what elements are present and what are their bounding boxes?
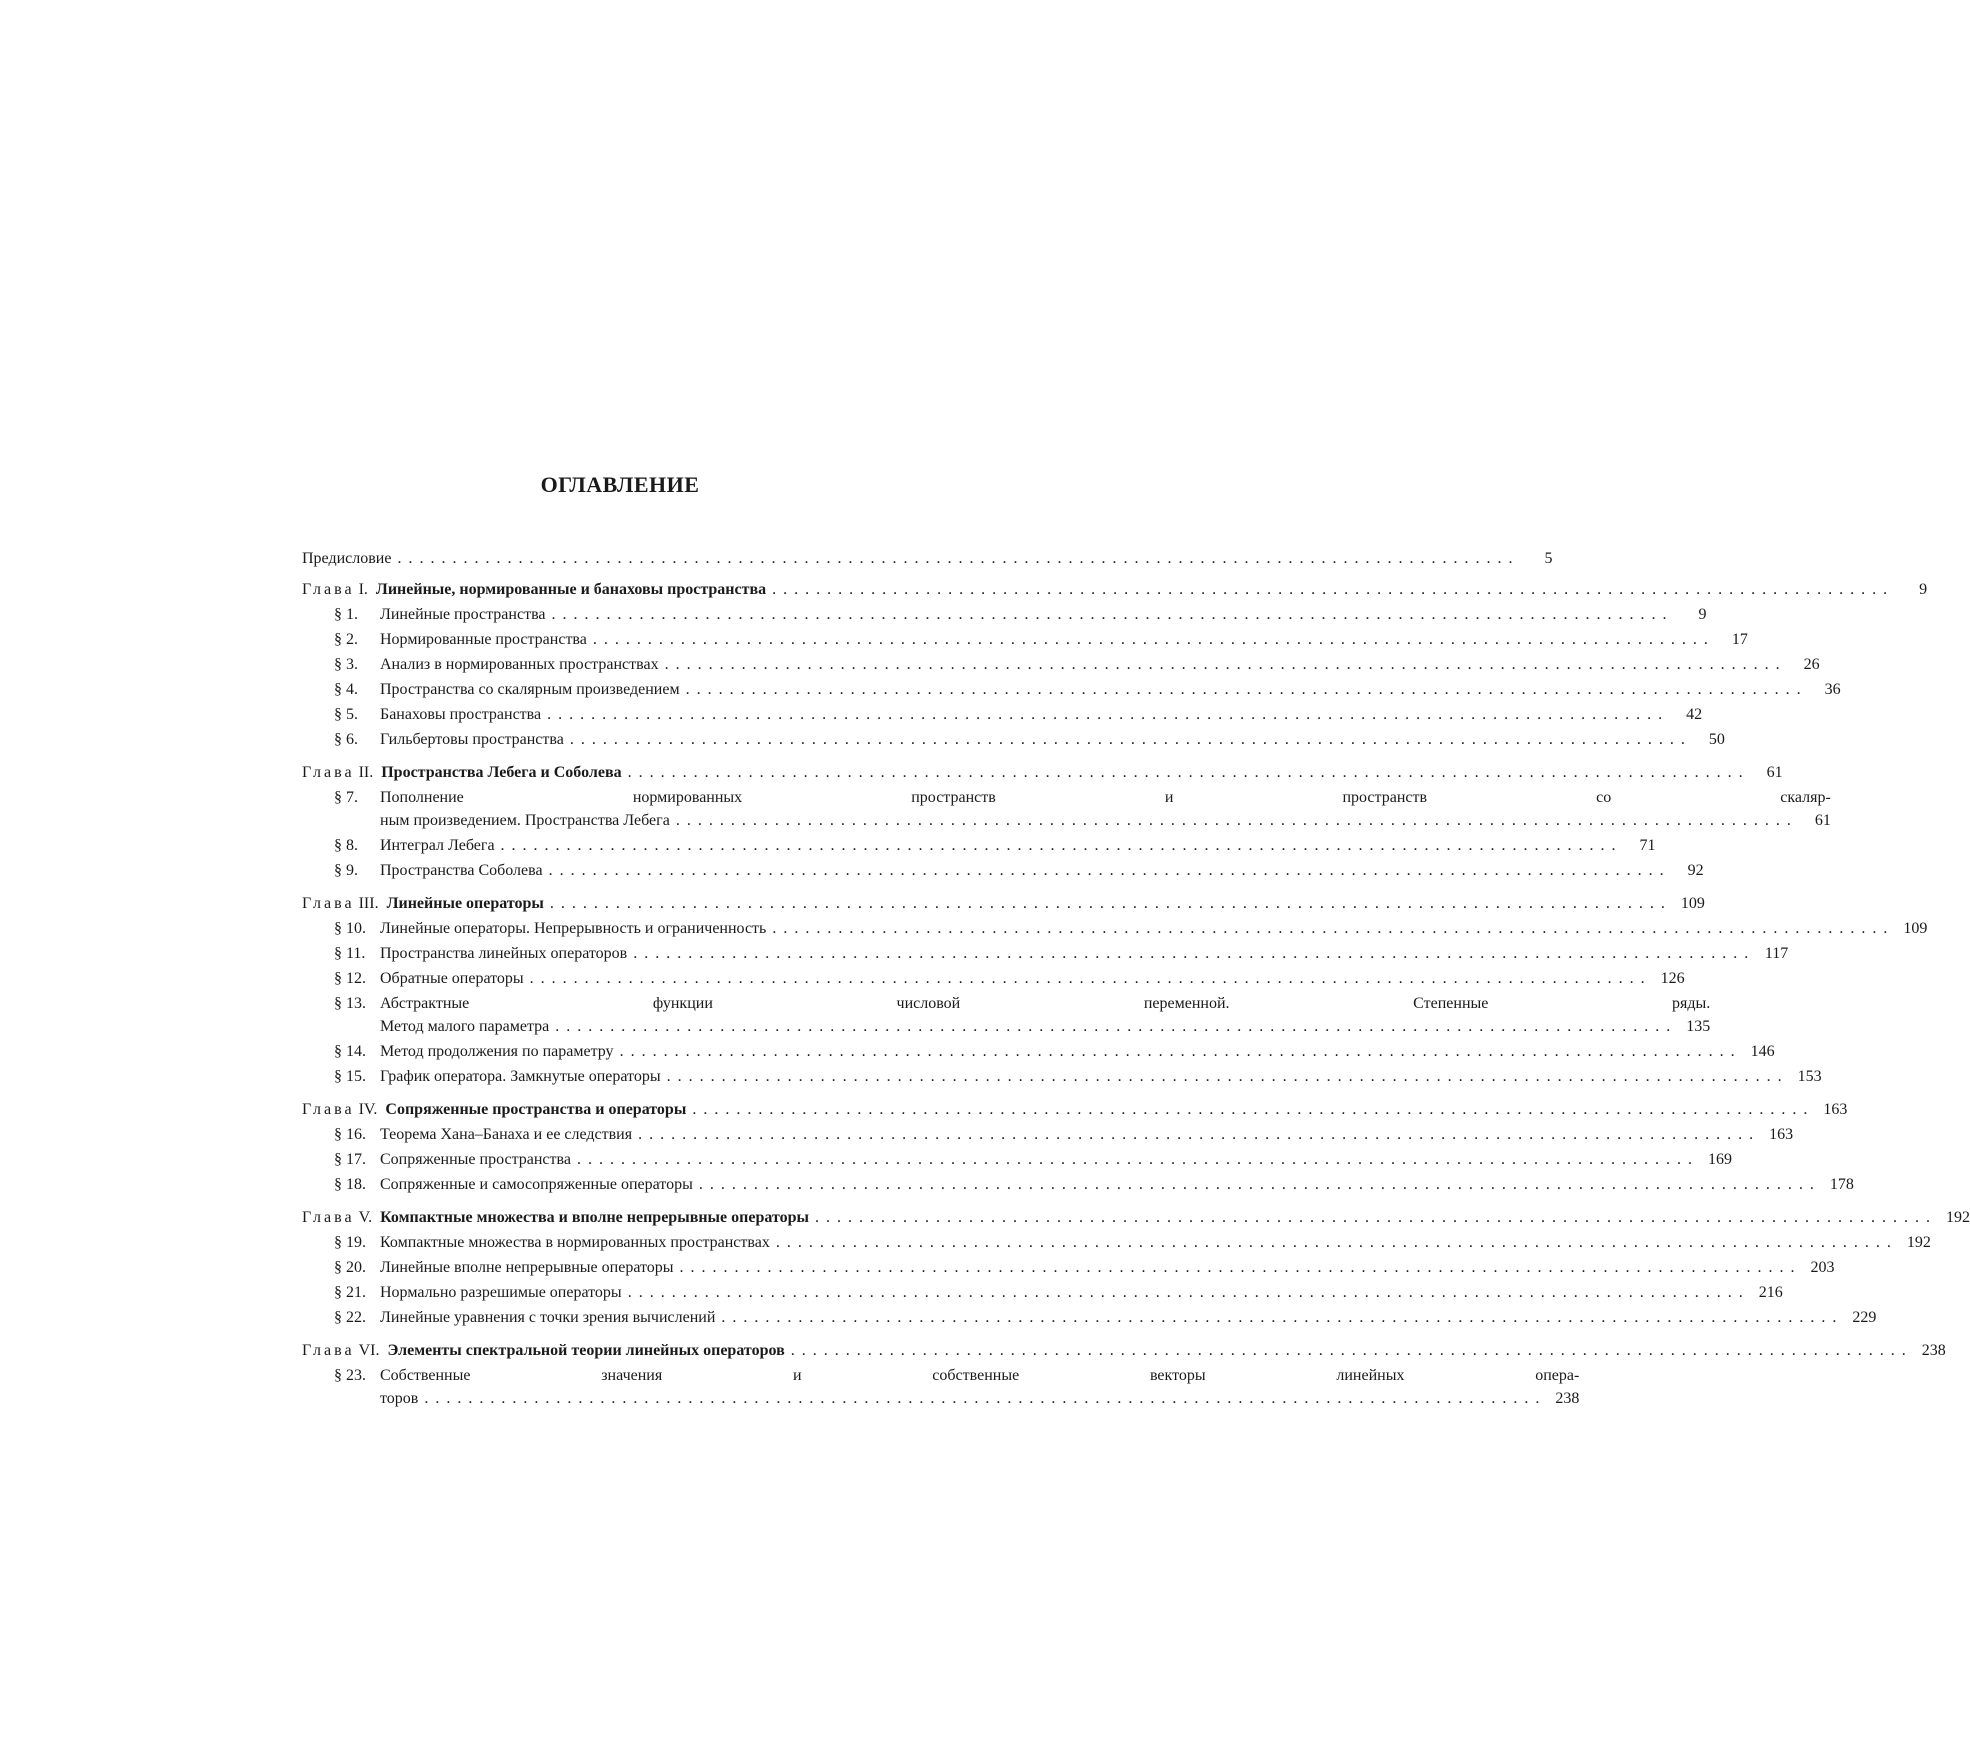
section-page: 135: [1686, 1018, 1711, 1035]
chapter-number: V.: [358, 1209, 373, 1226]
section-entry: [302, 941, 1789, 966]
section-number: § 18.: [334, 1176, 366, 1193]
section-number: § 22.: [334, 1309, 366, 1326]
section-number: § 15.: [334, 1068, 366, 1085]
section-title: Нормированные пространства: [380, 631, 587, 648]
section-title-line1: Абстрактные функции числовой переменной. Степенные ряды.: [380, 995, 1711, 1012]
section-entry: [302, 627, 1748, 652]
chapter-word: Глава: [302, 581, 355, 598]
leader-dots: [564, 727, 1685, 752]
leader-dots: [686, 1097, 1807, 1122]
leader-dots: [543, 858, 1664, 883]
chapter-heading: [302, 760, 622, 785]
section-title: Пространства линейных операторов: [380, 945, 628, 962]
leader-dots: [661, 1064, 1782, 1089]
chapter-number: III.: [358, 895, 379, 912]
section-page: 36: [1824, 681, 1841, 698]
leader-dots: [627, 941, 1748, 966]
leader-dots: [571, 1147, 1692, 1172]
section-page: 42: [1686, 706, 1703, 723]
section-page: 109: [1903, 920, 1928, 937]
section-entry: [302, 1172, 1854, 1197]
section-entry: [302, 652, 1820, 677]
section-title: Пространства со скалярным произведением: [380, 681, 680, 698]
chapter-entry: [302, 891, 1705, 916]
section-entry: [302, 702, 1703, 727]
section-number: § 19.: [334, 1234, 366, 1251]
leader-dots: [632, 1122, 1753, 1147]
section-page: 216: [1758, 1284, 1783, 1301]
chapter-page: 9: [1919, 581, 1928, 598]
leader-dots: [541, 702, 1662, 727]
chapter-entry: [302, 577, 1928, 602]
section-number: § 4.: [334, 681, 358, 698]
leader-dots: [809, 1205, 1930, 1230]
section-number: § 16.: [334, 1126, 366, 1143]
chapter-number: I.: [358, 581, 368, 598]
section-page: 126: [1660, 970, 1685, 987]
section-page: 203: [1810, 1259, 1835, 1276]
leader-dots: [693, 1172, 1814, 1197]
leader-dots: [587, 627, 1708, 652]
section-number: § 11.: [334, 945, 366, 962]
section-number: § 21.: [334, 1284, 366, 1301]
section-title: торов: [380, 1390, 419, 1407]
leader-dots: [495, 833, 1616, 858]
section-number: § 5.: [334, 706, 358, 723]
section-entry: [302, 785, 1831, 833]
section-entry: [302, 1230, 1931, 1255]
preface-entry: [302, 546, 1553, 571]
leader-dots: [770, 1230, 1891, 1255]
chapter-page: 61: [1766, 764, 1783, 781]
section-title: Линейные операторы. Непрерывность и ограниченность: [380, 920, 767, 937]
leader-dots: [766, 916, 1887, 941]
chapter-page: 109: [1680, 895, 1705, 912]
leader-dots: [680, 677, 1801, 702]
section-number: § 14.: [334, 1043, 366, 1060]
section-title: ным произведением. Пространства Лебега: [380, 812, 670, 829]
section-page: 9: [1698, 606, 1707, 623]
section-page: 146: [1750, 1043, 1775, 1060]
section-title-line1: Собственные значения и собственные векторы линейных опера-: [380, 1367, 1580, 1384]
section-page: 153: [1797, 1068, 1822, 1085]
chapter-heading: [302, 577, 766, 602]
section-number: § 23.: [334, 1367, 366, 1384]
section-page: 229: [1852, 1309, 1877, 1326]
section-title: Линейные уравнения с точки зрения вычислений: [380, 1309, 716, 1326]
section-title: Интеграл Лебега: [380, 837, 495, 854]
chapter-word: Глава: [302, 764, 355, 781]
chapter-word: Глава: [302, 1342, 355, 1359]
chapter-heading: [302, 1205, 809, 1230]
chapter-word: Глава: [302, 895, 355, 912]
section-title: Метод продолжения по параметру: [380, 1043, 614, 1060]
chapter-heading: [302, 1338, 785, 1363]
section-entry: [302, 858, 1704, 883]
leader-dots: [546, 602, 1667, 627]
section-entry: [302, 602, 1707, 627]
section-page: 238: [1555, 1390, 1580, 1407]
leader-dots: [766, 577, 1887, 602]
leader-dots: [614, 1039, 1735, 1064]
leader-dots: [622, 1280, 1743, 1305]
section-title: Линейные пространства: [380, 606, 546, 623]
leader-dots: [674, 1255, 1795, 1280]
section-title: Обратные операторы: [380, 970, 524, 987]
chapter-title: Элементы спектральной теории линейных операторов: [387, 1342, 785, 1359]
section-entry: [302, 1280, 1783, 1305]
chapter-title: Линейные операторы: [386, 895, 544, 912]
leader-dots: [418, 1386, 1539, 1411]
leader-dots: [670, 808, 1791, 833]
chapter-title: Компактные множества и вполне непрерывные операторы: [380, 1209, 809, 1226]
leader-dots: [524, 966, 1645, 991]
section-page: 26: [1803, 656, 1820, 673]
section-number: § 3.: [334, 656, 358, 673]
section-title: Анализ в нормированных пространствах: [380, 656, 659, 673]
section-entry: [302, 1039, 1775, 1064]
section-title: Банаховы пространства: [380, 706, 542, 723]
section-number: § 1.: [334, 606, 358, 623]
section-page: 61: [1814, 812, 1831, 829]
chapter-entry: [302, 1097, 1848, 1122]
section-number: § 10.: [334, 920, 366, 937]
leader-dots: [715, 1305, 1836, 1330]
leader-dots: [785, 1338, 1906, 1363]
section-number: § 2.: [334, 631, 358, 648]
section-entry: [302, 1363, 1580, 1411]
chapter-number: II.: [358, 764, 374, 781]
section-title: Нормально разрешимые операторы: [380, 1284, 622, 1301]
preface-label: Предисловие: [302, 550, 392, 567]
chapter-page: 163: [1823, 1101, 1848, 1118]
section-title: Пространства Соболева: [380, 862, 543, 879]
leader-dots: [544, 891, 1665, 916]
section-page: 92: [1687, 862, 1704, 879]
section-title: Теорема Хана–Банаха и ее следствия: [380, 1126, 633, 1143]
section-title: Линейные вполне непрерывные операторы: [380, 1259, 674, 1276]
chapter-heading: [302, 891, 544, 916]
section-number: § 9.: [334, 862, 358, 879]
section-number: § 12.: [334, 970, 366, 987]
section-title-line1: Пополнение нормированных пространств и пространств со скаляр-: [380, 789, 1831, 806]
chapter-entry: [302, 760, 1783, 785]
section-entry: [302, 677, 1841, 702]
section-number: § 6.: [334, 731, 358, 748]
section-entry: [302, 991, 1711, 1039]
section-entry: [302, 833, 1656, 858]
table-of-contents: [302, 546, 1970, 1411]
section-page: 163: [1769, 1126, 1794, 1143]
section-title: Гильбертовы пространства: [380, 731, 564, 748]
chapter-title: Пространства Лебега и Соболева: [381, 764, 622, 781]
section-page: 17: [1731, 631, 1748, 648]
section-number: § 17.: [334, 1151, 366, 1168]
section-entry: [302, 1147, 1732, 1172]
section-entry: [302, 916, 1928, 941]
chapter-word: Глава: [302, 1209, 355, 1226]
leader-dots: [549, 1014, 1670, 1039]
leader-dots: [622, 760, 1743, 785]
section-entry: [302, 966, 1685, 991]
chapter-entry: [302, 1338, 1946, 1363]
section-page: 71: [1639, 837, 1656, 854]
chapter-entry: [302, 1205, 1970, 1230]
section-title: Метод малого параметра: [380, 1018, 550, 1035]
section-title: Сопряженные пространства: [380, 1151, 571, 1168]
section-number: § 7.: [334, 789, 358, 806]
section-entry: [302, 1305, 1877, 1330]
section-entry: [302, 727, 1725, 752]
chapter-number: VI.: [358, 1342, 380, 1359]
page-title: ОГЛАВЛЕНИЕ: [540, 472, 700, 497]
section-page: 169: [1707, 1151, 1732, 1168]
section-page: 50: [1708, 731, 1725, 748]
section-title: Компактные множества в нормированных пространствах: [380, 1234, 770, 1251]
preface-page: 5: [1544, 550, 1553, 567]
section-entry: [302, 1122, 1794, 1147]
section-number: § 20.: [334, 1259, 366, 1276]
chapter-title: Сопряженные пространства и операторы: [385, 1101, 687, 1118]
section-page: 117: [1764, 945, 1789, 962]
chapter-heading: [302, 1097, 686, 1122]
leader-dots: [391, 546, 1512, 571]
section-number: § 8.: [334, 837, 358, 854]
section-entry: [302, 1255, 1835, 1280]
section-page: 192: [1906, 1234, 1931, 1251]
chapter-number: IV.: [358, 1101, 378, 1118]
leader-dots: [659, 652, 1780, 677]
chapter-page: 192: [1945, 1209, 1970, 1226]
section-number: § 13.: [334, 995, 366, 1012]
chapter-word: Глава: [302, 1101, 355, 1118]
section-title: График оператора. Замкнутые операторы: [380, 1068, 661, 1085]
section-title: Сопряженные и самосопряженные операторы: [380, 1176, 693, 1193]
section-entry: [302, 1064, 1822, 1089]
chapter-page: 238: [1921, 1342, 1946, 1359]
chapter-title: Линейные, нормированные и банаховы пространства: [375, 581, 767, 598]
section-page: 178: [1829, 1176, 1854, 1193]
